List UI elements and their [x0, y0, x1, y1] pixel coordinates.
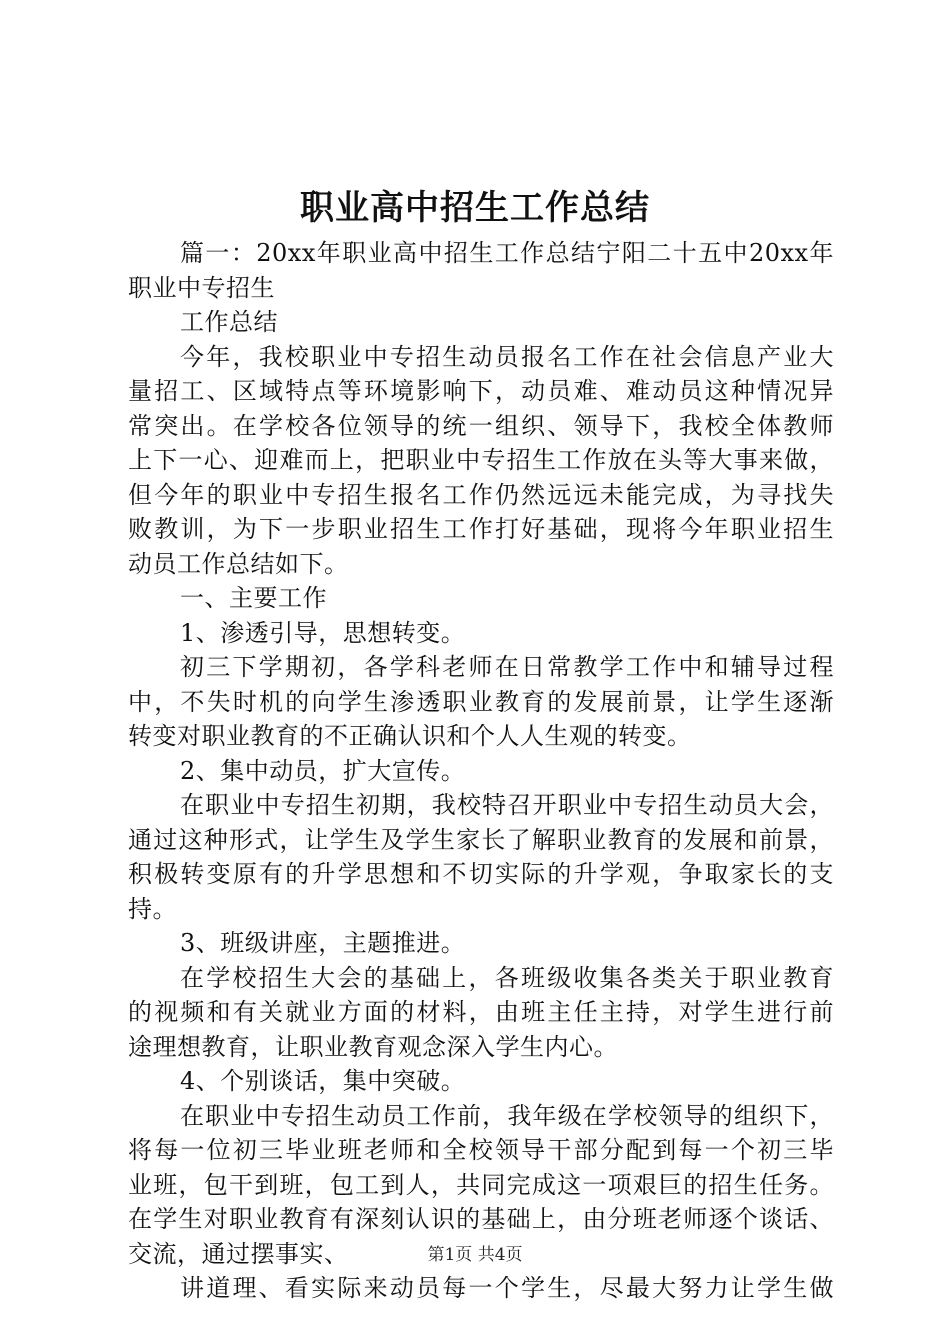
subsection-heading: 2、集中动员，扩大宣传。 — [180, 756, 466, 785]
text-line: 今年，我校职业中专招生动员报名工作在社会信息产业大 — [180, 342, 834, 371]
text-line: 常突出。在学校各位领导的统一组织、领导下，我校全体教师 — [128, 411, 834, 440]
subsection-heading: 4、个别谈话，集中突破。 — [180, 1067, 466, 1095]
section-heading: 一、主要工作 — [180, 584, 327, 612]
text-line: 转变对职业教育的不正确认识和个人人生观的转变。 — [128, 722, 692, 750]
text-line: 在学校招生大会的基础上，各班级收集各类关于职业教育 — [180, 963, 834, 992]
text-line: 上下一心、迎难而上，把职业中专招生工作放在头等大事来做， — [128, 446, 834, 474]
text-line: 持。 — [128, 894, 177, 923]
text-line: 败教训，为下一步职业招生工作打好基础，现将今年职业招生 — [128, 515, 834, 543]
text-line: 工作总结 — [180, 308, 278, 336]
text-line: 途理想教育，让职业教育观念深入学生内心。 — [128, 1032, 618, 1061]
page-footer: 第1页 共4页 — [427, 1245, 523, 1265]
text-line: 通过这种形式，让学生及学生家长了解职业教育的发展和前景， — [128, 825, 834, 854]
text-line: 职业中专招生 — [128, 273, 275, 302]
document-body — [128, 236, 834, 1306]
text-line: 在职业中专招生初期，我校特召开职业中专招生动员大会， — [180, 791, 834, 819]
text-line: 在学生对职业教育有深刻认识的基础上，由分班老师逐个谈话、 — [128, 1205, 834, 1233]
text-line: 篇一：20xx年职业高中招生工作总结宁阳二十五中20xx年 — [180, 239, 834, 267]
text-line: 积极转变原有的升学思想和不切实际的升学观，争取家长的支 — [128, 860, 834, 888]
subsection-heading: 1、渗透引导，思想转变。 — [180, 618, 466, 647]
text-line: 在职业中专招生动员工作前，我年级在学校领导的组织下， — [180, 1101, 834, 1130]
text-line: 但今年的职业中专招生报名工作仍然远远未能完成，为寻找失 — [128, 480, 834, 509]
text-line: 的视频和有关就业方面的材料，由班主任主持，对学生进行前 — [128, 998, 834, 1026]
text-line: 将每一位初三毕业班老师和全校领导干部分配到每一个初三毕 — [128, 1136, 834, 1164]
document-title: 职业高中招生工作总结 — [300, 188, 650, 228]
text-line: 动员工作总结如下。 — [128, 549, 349, 578]
text-line: 量招工、区域特点等环境影响下，动员难、难动员这种情况异 — [128, 377, 834, 405]
text-line: 初三下学期初，各学科老师在日常教学工作中和辅导过程 — [180, 653, 834, 681]
subsection-heading: 3、班级讲座，主题推进。 — [180, 929, 466, 957]
text-line: 交流，通过摆事实、 — [128, 1239, 349, 1268]
text-line: 讲道理、看实际来动员每一个学生，尽最大努力让学生做 — [180, 1274, 834, 1302]
text-line: 中，不失时机的向学生渗透职业教育的发展前景，让学生逐渐 — [128, 687, 834, 716]
text-line: 业班，包干到班，包工到人，共同完成这一项艰巨的招生任务。 — [128, 1170, 834, 1199]
